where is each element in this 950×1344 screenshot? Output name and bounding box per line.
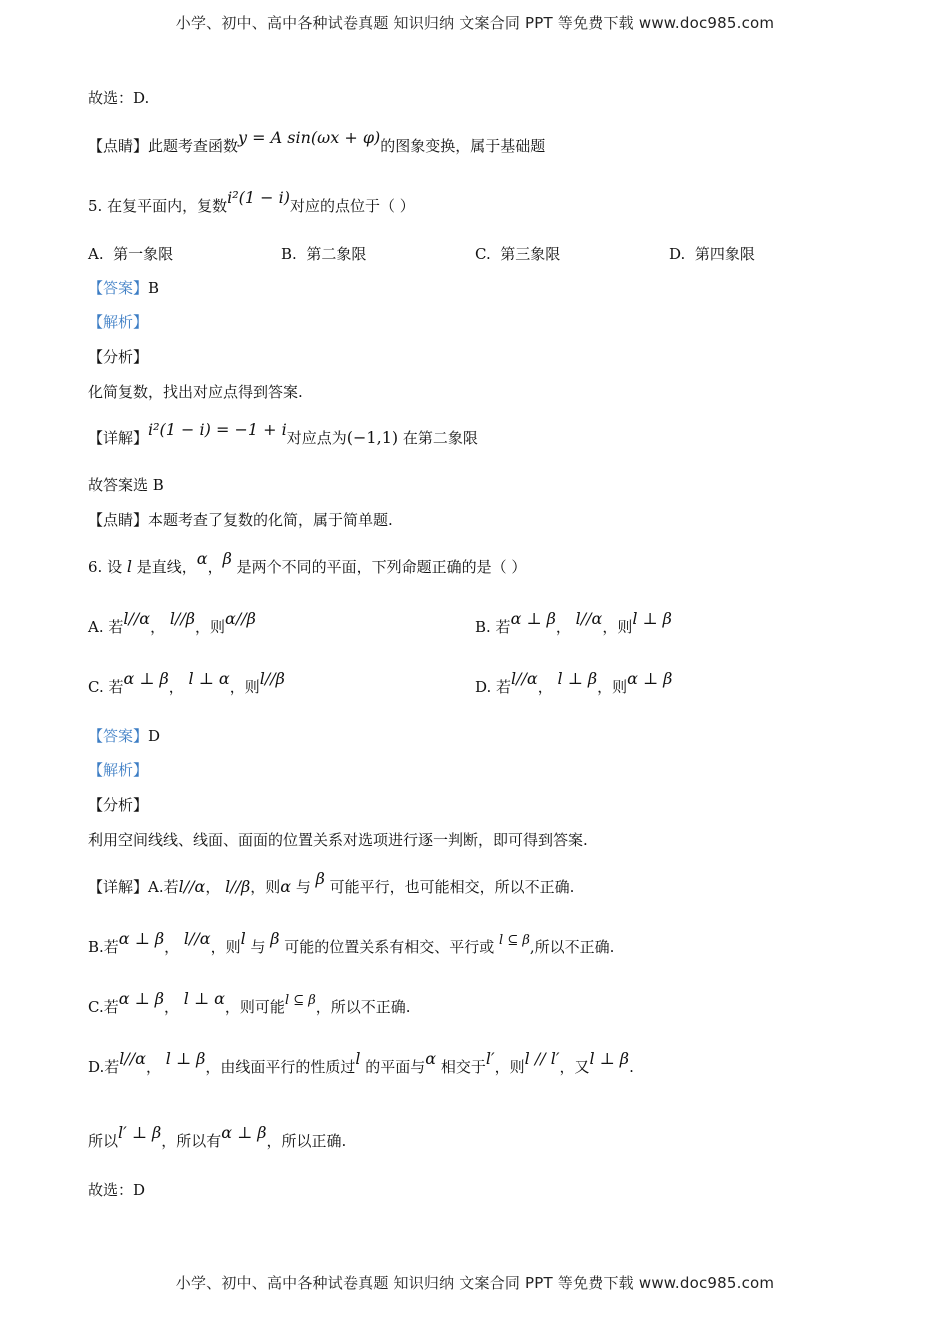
q5-detail: 【详解】i²(1 − i) = −1 + i对应点为(−1,1) 在第二象限 <box>88 420 478 447</box>
header-banner: 小学、初中、高中各种试卷真题 知识归纳 文案合同 PPT 等免费下载 www.doc985.com <box>175 14 775 32</box>
prev-conclusion: 故选：D. <box>88 89 150 107</box>
q5-fenxi-tag: 【分析】 <box>88 348 149 366</box>
q6-detail-d: D.若l//α， l ⊥ β，由线面平行的性质过l 的平面与α 相交于l′，则l // l′，又l ⊥ β. <box>88 1049 634 1076</box>
q6-detail-b: B.若α ⊥ β， l//α，则l 与 β 可能的位置关系有相交、平行或 l ⊆ β,所以不正确. <box>88 929 615 956</box>
prev-note: 【点睛】此题考查函数y = A sin(ωx + φ)的图象变换，属于基础题 <box>88 128 546 155</box>
q6-detail-e: 所以l′ ⊥ β，所以有α ⊥ β，所以正确. <box>88 1123 347 1150</box>
q6-option-d: D. 若l//α， l ⊥ β，则α ⊥ β <box>475 669 673 696</box>
q5-note: 【点睛】本题考查了复数的化简，属于简单题. <box>88 511 393 529</box>
q5-fenxi: 化简复数，找出对应点得到答案. <box>88 383 303 401</box>
q6-detail-a: 【详解】A.若l//α， l//β，则α 与 β 可能平行，也可能相交，所以不正确. <box>88 869 575 896</box>
q6-fenxi: 利用空间线线、线面、面面的位置关系对选项进行逐一判断，即可得到答案. <box>88 831 588 849</box>
q5-answer: 【答案】B <box>88 279 160 297</box>
q5-stem: 5. 在复平面内，复数i²(1 − i)对应的点位于（ ） <box>88 188 415 215</box>
q6-option-b: B. 若α ⊥ β， l//α，则l ⊥ β <box>475 609 672 636</box>
q6-analysis-tag: 【解析】 <box>88 761 149 779</box>
q5-option-c: C. 第三象限 <box>475 245 561 263</box>
formula: i²(1 − i) = −1 + i <box>148 420 287 439</box>
q5-analysis-tag: 【解析】 <box>88 313 149 331</box>
note-tag: 【点睛】 <box>88 137 149 155</box>
q6-fenxi-tag: 【分析】 <box>88 796 149 814</box>
q5-option-d: D. 第四象限 <box>669 245 755 263</box>
q5-conclusion: 故答案选 B <box>88 476 164 494</box>
q6-stem: 6. 设 l 是直线，α，β 是两个不同的平面，下列命题正确的是（ ） <box>88 549 527 576</box>
q6-option-a: A. 若l//α， l//β，则α//β <box>88 609 256 636</box>
formula: i²(1 − i) <box>227 188 290 207</box>
q5-option-a: A. 第一象限 <box>88 245 174 263</box>
q6-option-c: C. 若α ⊥ β， l ⊥ α，则l//β <box>88 669 285 696</box>
formula: y = A sin(ωx + φ) <box>238 128 381 147</box>
q6-answer: 【答案】D <box>88 727 161 745</box>
q5-option-b: B. 第二象限 <box>281 245 367 263</box>
q6-detail-c: C.若α ⊥ β， l ⊥ α，则可能l ⊆ β，所以不正确. <box>88 989 411 1016</box>
footer-banner: 小学、初中、高中各种试卷真题 知识归纳 文案合同 PPT 等免费下载 www.doc985.com <box>175 1274 775 1292</box>
q6-conclusion: 故选：D <box>88 1181 146 1199</box>
